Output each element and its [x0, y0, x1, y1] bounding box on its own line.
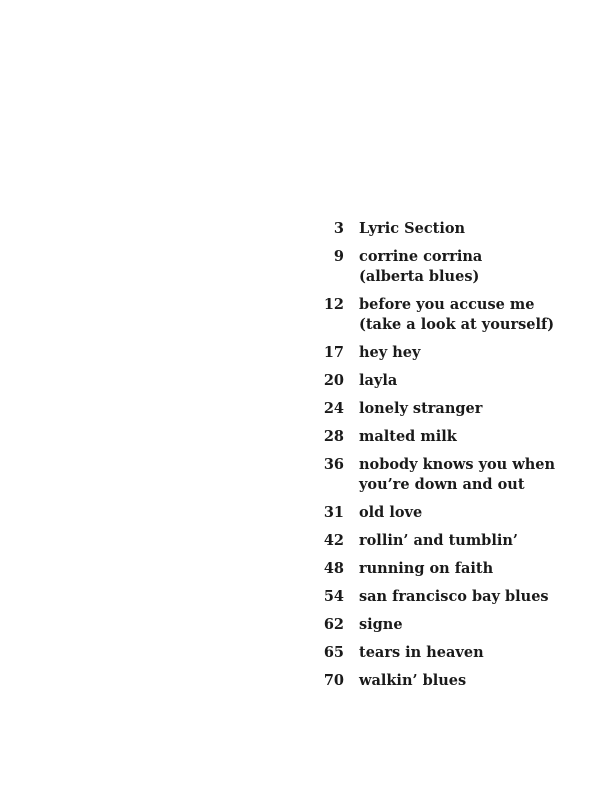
toc-page-number: 24 — [323, 400, 344, 417]
toc-page-number: 9 — [333, 248, 344, 265]
toc-entry — [306, 615, 592, 643]
toc-entry — [306, 503, 592, 531]
toc-title: before you accuse me (take a look at yourself) — [359, 296, 555, 333]
toc-title: hey hey — [359, 344, 421, 361]
toc-title: old love — [359, 504, 423, 521]
toc-page-number: 3 — [333, 220, 344, 237]
toc-title: lonely stranger — [359, 400, 483, 417]
toc-page-number: 31 — [323, 504, 344, 521]
table-of-contents — [306, 219, 592, 699]
toc-title: Lyric Section — [359, 220, 466, 237]
toc-title: signe — [359, 616, 403, 633]
toc-entry — [306, 559, 592, 587]
toc-page-number: 54 — [323, 588, 344, 605]
toc-entry — [306, 427, 592, 455]
toc-page-number: 20 — [323, 372, 344, 389]
toc-page-number: 65 — [323, 644, 344, 661]
toc-entry — [306, 587, 592, 615]
toc-page-number: 36 — [323, 456, 344, 473]
toc-entry — [306, 455, 592, 503]
toc-title: layla — [359, 372, 398, 389]
toc-entry — [306, 343, 592, 371]
toc-entry — [306, 643, 592, 671]
toc-title: nobody knows you when you’re down and out — [359, 456, 556, 493]
toc-entry — [306, 371, 592, 399]
toc-entry — [306, 219, 592, 247]
toc-page-number: 48 — [323, 560, 344, 577]
toc-title: tears in heaven — [359, 644, 484, 661]
toc-entry — [306, 531, 592, 559]
toc-title: corrine corrina (alberta blues) — [359, 248, 483, 285]
toc-title: walkin’ blues — [359, 672, 467, 689]
toc-entry — [306, 295, 592, 343]
toc-title: san francisco bay blues — [359, 588, 549, 605]
toc-entry — [306, 671, 592, 699]
toc-entry — [306, 247, 592, 295]
toc-page-number: 70 — [323, 672, 344, 689]
toc-entry — [306, 399, 592, 427]
toc-title: running on faith — [359, 560, 494, 577]
toc-page-number: 12 — [323, 296, 344, 313]
toc-page-number: 62 — [323, 616, 344, 633]
toc-page-number: 17 — [323, 344, 344, 361]
toc-title: malted milk — [359, 428, 457, 445]
toc-title: rollin’ and tumblin’ — [359, 532, 518, 549]
toc-page-number: 28 — [323, 428, 344, 445]
toc-page-number: 42 — [323, 532, 344, 549]
